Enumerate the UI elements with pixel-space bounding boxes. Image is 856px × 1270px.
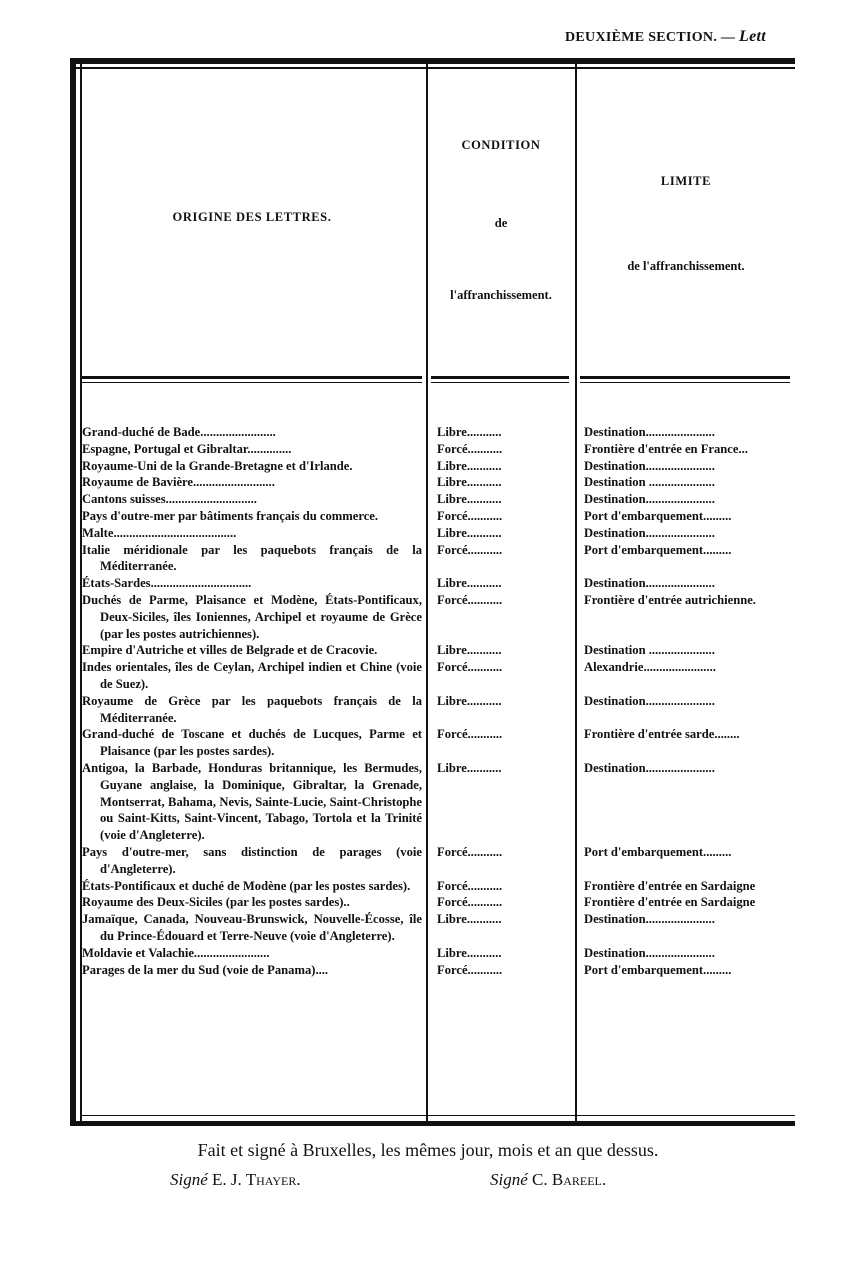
origin-text: Royaume-Uni de la Grande-Bretagne et d'Irlande. [82, 458, 353, 473]
condition-cell: Forcé........... [437, 895, 503, 910]
limite-cell: Port d'embarquement......... [584, 962, 732, 977]
limite-cell: Destination...................... [584, 576, 715, 591]
origin-text: Antigoa, la Barbade, Honduras britannique, les Bermudes, Guyane anglaise, la Dominique, Gibraltar, la Grenade, Montserrat, Bahama, Nevis, Sainte-Lucie, Saint-Christophe ou Saint-Kitts, Saint-Vincent, Tabago, Tortola et la Trinité (voie d'Angleterre). [82, 760, 422, 843]
condition-cell: Libre........... [437, 475, 502, 490]
origin-cell [82, 592, 422, 642]
limite-cell: Destination...................... [584, 693, 715, 708]
signature-bareel [490, 1170, 606, 1190]
header-rule-2 [431, 376, 569, 379]
condition-cell: Forcé........... [437, 727, 503, 742]
table-body [82, 424, 802, 978]
signe-label-2: Signé [490, 1170, 528, 1189]
table-row [82, 894, 802, 911]
table-row [82, 844, 802, 878]
header-rule-3-thin [580, 382, 790, 383]
running-header [565, 28, 825, 46]
limite-cell: Destination...................... [584, 945, 715, 960]
table-row [82, 542, 802, 576]
origin-text: Malte....................................... [82, 525, 237, 540]
condition-cell: Forcé........... [437, 660, 503, 675]
limite-cell: Destination...................... [584, 425, 715, 439]
table-row [82, 491, 802, 508]
condition-cell: Libre........... [437, 693, 502, 708]
table-bottom-rule [70, 1121, 795, 1126]
origin-text: Empire d'Autriche et villes de Belgrade et de Cracovie. [82, 643, 378, 658]
origin-text: Duchés de Parme, Plaisance et Modène, États-Pontificaux, Deux-Siciles, îles Ioniennes, Archipel et royaume de Grèce (par les postes autrichiennes). [82, 592, 422, 641]
origin-text: Espagne, Portugal et Gibraltar.............. [82, 441, 292, 456]
limite-cell: Frontière d'entrée en Sardaigne [584, 878, 756, 893]
table-top-rule [70, 58, 795, 64]
origin-text: Jamaïque, Canada, Nouveau-Brunswick, Nouvelle-Écosse, île du Prince-Édouard et Terre-Neuve (voie d'Angleterre). [82, 912, 422, 943]
header-rule-2-thin [431, 382, 569, 383]
condition-cell: Forcé........... [437, 962, 503, 977]
limite-cell: Alexandrie....................... [584, 660, 716, 675]
table-row [82, 508, 802, 525]
origin-text: Grand-duché de Toscane et duchés de Lucques, Parme et Plaisance (par les postes sardes). [82, 727, 422, 759]
limite-cell: Destination...................... [584, 458, 715, 473]
section-title-italic: Lett [739, 28, 767, 45]
limite-cell: Frontière d'entrée autrichienne. [584, 592, 756, 607]
origin-cell [82, 894, 422, 911]
condition-cell: Libre........... [437, 945, 502, 960]
header-rule-1-thin [82, 382, 422, 383]
table-bottom-rule-thin [80, 1115, 795, 1116]
origin-cell [82, 659, 422, 693]
condition-cell: Forcé........... [437, 844, 503, 859]
origin-text: Parages de la mer du Sud (voie de Panama).... [82, 962, 329, 977]
origin-cell [82, 642, 422, 659]
origin-cell [82, 844, 422, 878]
condition-cell: Forcé........... [437, 508, 503, 523]
origin-cell [82, 878, 422, 895]
limite-cell: Port d'embarquement......... [584, 508, 732, 523]
column-header-condition-de: de [494, 216, 508, 230]
origin-cell [82, 474, 422, 491]
origin-cell [82, 760, 422, 844]
origin-cell [82, 458, 422, 475]
origin-cell [82, 491, 422, 508]
condition-cell: Libre........... [437, 492, 502, 507]
condition-cell: Forcé........... [437, 878, 503, 893]
table-row [82, 592, 802, 642]
signe-label-1: Signé [170, 1170, 208, 1189]
origin-text: États-Pontificaux et duché de Modène (par les postes sardes). [82, 878, 411, 893]
origin-text: Royaume de Grèce par les paquebots français de la Méditerranée. [82, 693, 422, 725]
signatory-name-1: E. J. Thayer. [212, 1170, 301, 1189]
origin-text: Pays d'outre-mer par bâtiments français du commerce. [82, 508, 379, 523]
header-rule-3 [580, 376, 790, 379]
limite-cell: Frontière d'entrée sarde........ [584, 727, 740, 742]
origin-cell [82, 542, 422, 576]
column-header-limite: LIMITE [660, 174, 712, 188]
origin-cell [82, 424, 422, 441]
origin-text: Italie méridionale par les paquebots français de la Méditerranée. [82, 542, 422, 574]
table-row [82, 726, 802, 760]
limite-cell: Destination...................... [584, 760, 715, 775]
condition-cell: Libre........... [437, 525, 502, 540]
table-row [82, 424, 802, 441]
origin-cell [82, 693, 422, 727]
table-row [82, 962, 802, 979]
table-row [82, 575, 802, 592]
header-rule-1 [82, 376, 422, 379]
condition-cell: Forcé........... [437, 592, 503, 607]
origin-cell [82, 911, 422, 945]
limite-cell: Frontière d'entrée en France... [584, 441, 748, 456]
table-row [82, 525, 802, 542]
origin-text: États-Sardes................................ [82, 576, 252, 591]
origin-text: Indes orientales, îles de Ceylan, Archipel indien et Chine (voie de Suez). [82, 660, 422, 691]
column-header-condition-affranchissement: l'affranchissement. [450, 288, 552, 302]
condition-cell: Libre........... [437, 643, 502, 658]
condition-cell: Libre........... [437, 760, 502, 775]
origin-cell [82, 525, 422, 542]
origin-cell [82, 726, 422, 760]
table-row [82, 441, 802, 458]
signature-thayer [170, 1170, 301, 1190]
section-title: DEUXIÈME SECTION. — [565, 30, 736, 45]
limite-cell: Destination...................... [584, 492, 715, 507]
condition-cell: Libre........... [437, 576, 502, 591]
table-row [82, 693, 802, 727]
limite-cell: Destination...................... [584, 525, 715, 540]
limite-cell: Destination ..................... [584, 475, 715, 490]
origin-cell [82, 508, 422, 525]
condition-cell: Libre........... [437, 425, 502, 439]
table-top-rule-thin [70, 67, 795, 69]
origin-cell [82, 441, 422, 458]
origin-cell [82, 575, 422, 592]
origin-text: Royaume des Deux-Siciles (par les postes sardes).. [82, 895, 350, 910]
condition-cell: Libre........... [437, 458, 502, 473]
table-row [82, 911, 802, 945]
origin-text: Royaume de Bavière.......................... [82, 475, 275, 490]
column-header-condition: CONDITION [461, 138, 541, 152]
origin-cell [82, 945, 422, 962]
condition-cell: Forcé........... [437, 441, 503, 456]
limite-cell: Port d'embarquement......... [584, 844, 732, 859]
limite-cell: Port d'embarquement......... [584, 542, 732, 557]
condition-cell: Forcé........... [437, 542, 503, 557]
table-row [82, 474, 802, 491]
condition-cell: Libre........... [437, 912, 502, 927]
table-row [82, 878, 802, 895]
origin-text: Pays d'outre-mer, sans distinction de parages (voie d'Angleterre). [82, 844, 422, 876]
limite-cell: Frontière d'entrée en Sardaigne [584, 895, 756, 910]
origin-cell [82, 962, 422, 979]
origin-text: Grand-duché de Bade........................ [82, 425, 276, 439]
table-row [82, 760, 802, 844]
closing-statement: Fait et signé à Bruxelles, les mêmes jour, mois et an que dessus. [197, 1140, 659, 1160]
table-row [82, 945, 802, 962]
signatory-name-2: C. Bareel. [532, 1170, 607, 1189]
column-header-limite-affranchissement: de l'affranchissement. [627, 259, 745, 273]
origin-text: Cantons suisses............................. [82, 492, 257, 507]
origin-text: Moldavie et Valachie........................ [82, 945, 270, 960]
column-header-origine: ORIGINE DES LETTRES. [172, 210, 332, 224]
table-left-rule [70, 58, 76, 1126]
limite-cell: Destination...................... [584, 912, 715, 927]
table-row [82, 642, 802, 659]
table-row [82, 659, 802, 693]
limite-cell: Destination ..................... [584, 643, 715, 658]
table-row [82, 458, 802, 475]
